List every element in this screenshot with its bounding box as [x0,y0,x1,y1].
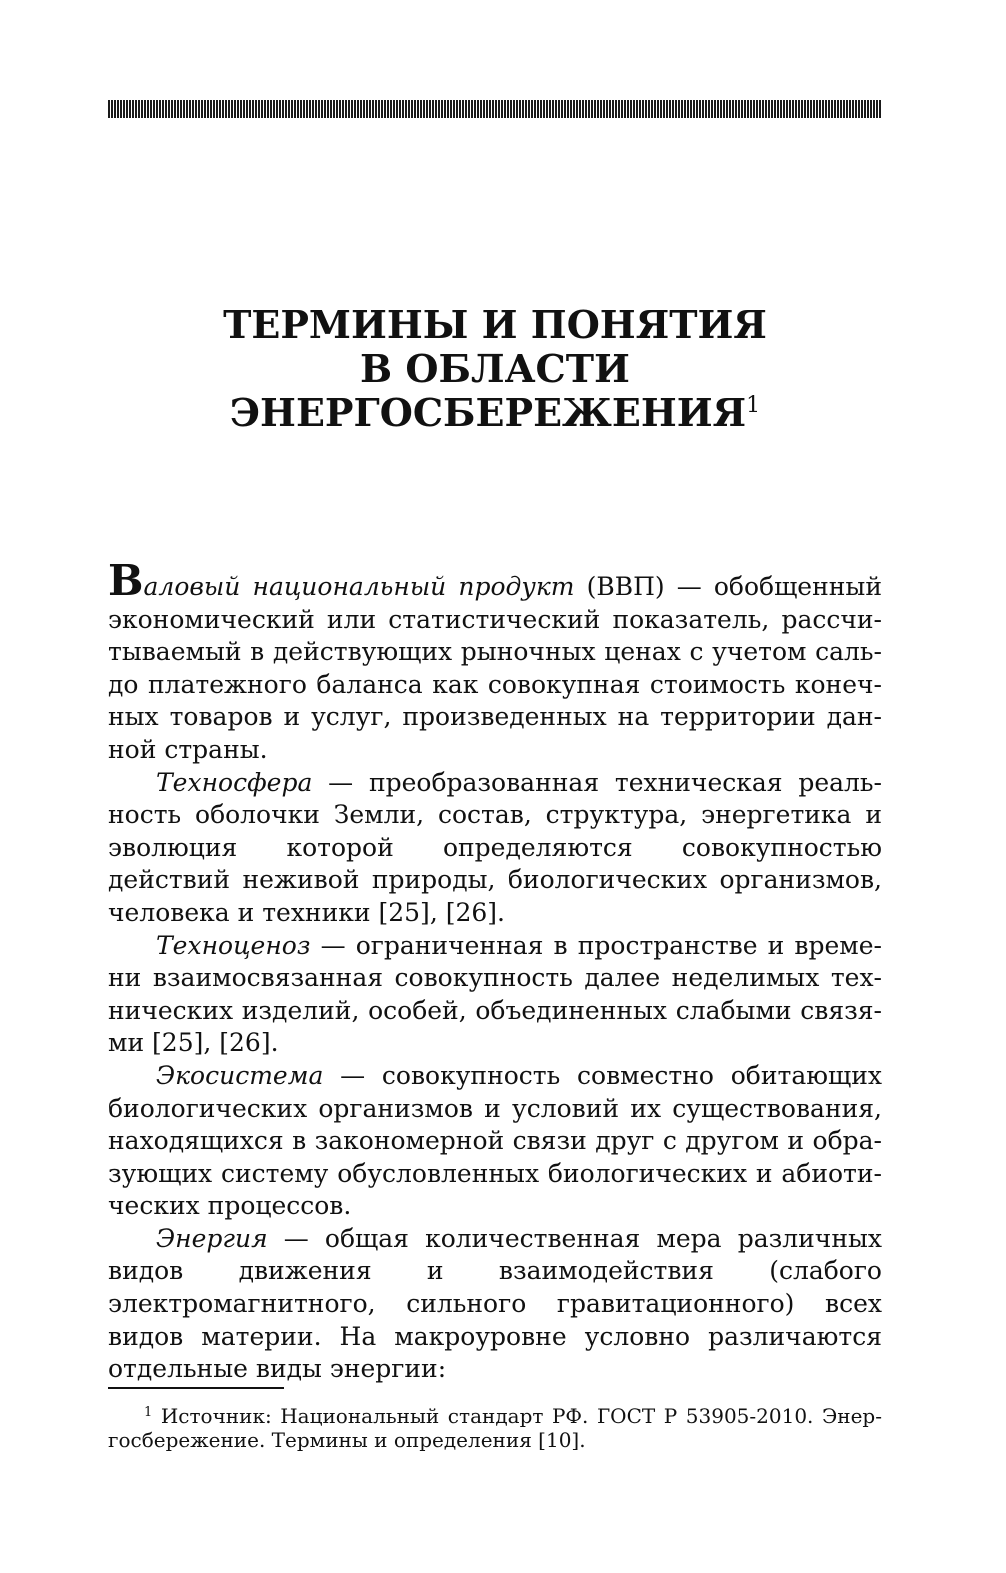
footnote-text: Источник: Национальный стандарт РФ. ГОСТ Р 53905-2010. Энергосбережение. Термины и определения [10]. [108,1404,882,1452]
title-line-2: В ОБЛАСТИ [360,346,630,392]
entry-gdp [108,556,882,767]
entry-technocenosis [108,930,882,1060]
chapter-title [108,303,882,435]
term-gdp-abbr: (ВВП) [586,572,665,601]
term-ecosystem: Экосистема [156,1060,324,1090]
definition-technocenosis: — ограниченная в пространстве и времени взаимосвязанная совокупность далее неделимых технических изделий, особей, объединенных слабыми связями [25], [26]. [108,930,882,1058]
term-technosphere: Техносфера [156,767,313,797]
term-technocenosis: Техноценоз [156,930,311,960]
footnote [108,1404,882,1452]
definition-gdp: — обобщенный экономический или статистический показатель, рассчитываемый в действующих рыночных ценах с учетом сальдо платежного баланса как совокупная стоимость конечных товаров и услуг, произведенных на территории данной страны. [108,572,882,764]
footnote-separator [108,1387,284,1389]
term-energy: Энергия [156,1223,268,1253]
top-decorative-rule [108,100,882,118]
definition-ecosystem: — совокупность совместно обитающих биологических организмов и условий их существования, находящихся в закономерной связи друг с другом и образующих систему обусловленных биологических и абиотических процессов. [108,1060,882,1221]
entry-technosphere [108,767,882,930]
title-line-3: ЭНЕРГОСБЕРЕЖЕНИЯ [229,390,747,436]
body-text [108,556,882,1386]
definition-energy: — общая количественная мера различных видов движения и взаимодействия (слабого электромагнитного, сильного гравитационного) всех видов материи. На макроуровне условно различаются отдельные виды энергии: [108,1223,882,1384]
title-line-1: ТЕРМИНЫ И ПОНЯТИЯ [223,302,767,348]
title-footnote-mark: 1 [746,393,761,419]
drop-cap: В [108,556,144,605]
term-gdp: аловый национальный продукт [143,572,575,601]
entry-ecosystem [108,1060,882,1223]
definition-technosphere: — преобразованная техническая реальность оболочки Земли, состав, структура, энергетика и эволюция которой определяются совокупностью действий неживой природы, биологических организмов, человека и техники [25], [26]. [108,767,882,927]
footnote-mark: 1 [144,1405,153,1420]
entry-energy [108,1223,882,1386]
